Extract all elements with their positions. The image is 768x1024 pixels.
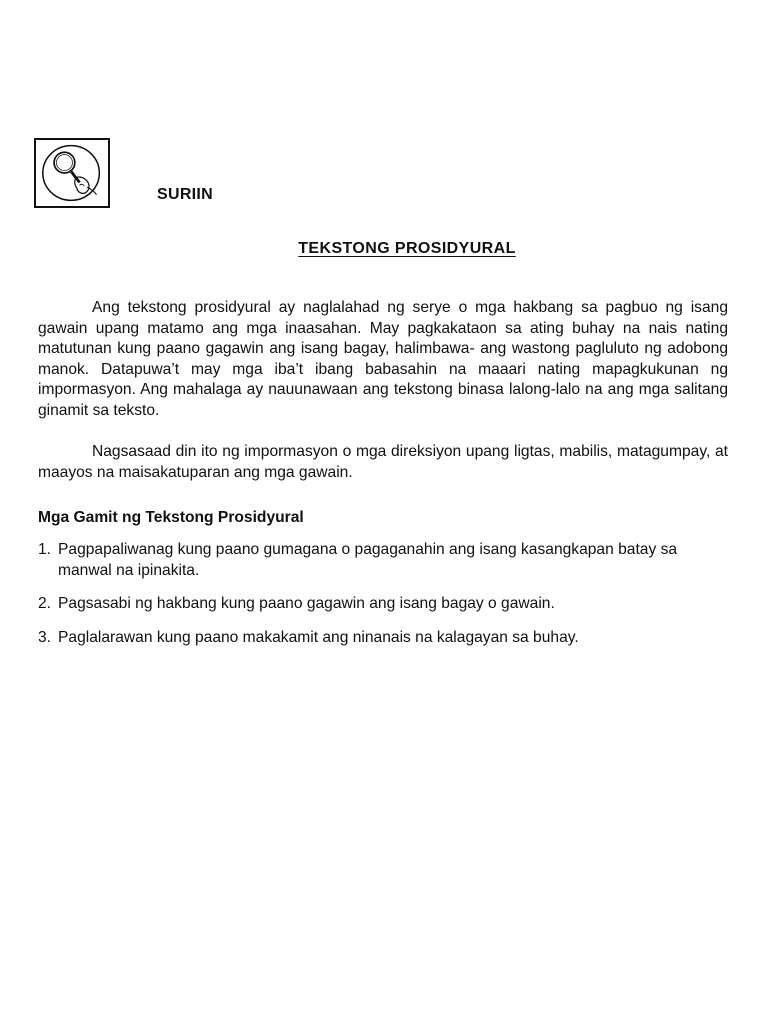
list-item-number: 3.	[38, 628, 52, 646]
list-item	[38, 628, 728, 649]
list-item-text: Pagsasabi ng hakbang kung paano gagawin ang isang bagay o gawain.	[58, 595, 555, 612]
list-item	[38, 594, 728, 615]
list-item-number: 1.	[38, 541, 52, 558]
list-item	[38, 540, 728, 581]
page-title-text: TEKSTONG PROSIDYURAL	[298, 240, 516, 257]
list-item-text: Paglalarawan kung paano makakamit ang ninanais na kalagayan sa buhay.	[58, 628, 579, 646]
uses-list	[38, 540, 728, 661]
section-label: SURIIN	[157, 186, 214, 203]
page-title	[0, 240, 676, 258]
list-item-text: Pagpapaliwanag kung paano gumagana o pagaganahin ang isang kasangkapan batay sa manwal na ipinakita.	[58, 541, 678, 579]
list-item-number: 2.	[38, 595, 52, 612]
paragraph-intro: Ang tekstong prosidyural ay naglalahad ng serye o mga hakbang sa pagbuo ng isang gawain upang matamo ang mga inaasahan. May pagkakataon sa ating buhay na nais nating matutunan kung paano gagawin ang isang bagay, halimbawa- ang wastong pagluluto ng adobong manok. Datapuwa’t may mga iba’t ibang babasahin na maaari nating mapagkukunan ng impormasyon. Ang mahalaga ay nauunawaan ang tekstong binasa lalong-lalo na ang mga salitang ginamit sa teksto.	[38, 299, 728, 419]
paragraph-purpose: Nagsasaad din ito ng impormasyon o mga direksiyon upang ligtas, mabilis, matagumpay, at maayos na maisakatuparan ang mga gawain.	[38, 443, 728, 481]
uses-heading: Mga Gamit ng Tekstong Prosidyural	[38, 509, 304, 526]
magnifying-glass-icon	[34, 138, 110, 208]
